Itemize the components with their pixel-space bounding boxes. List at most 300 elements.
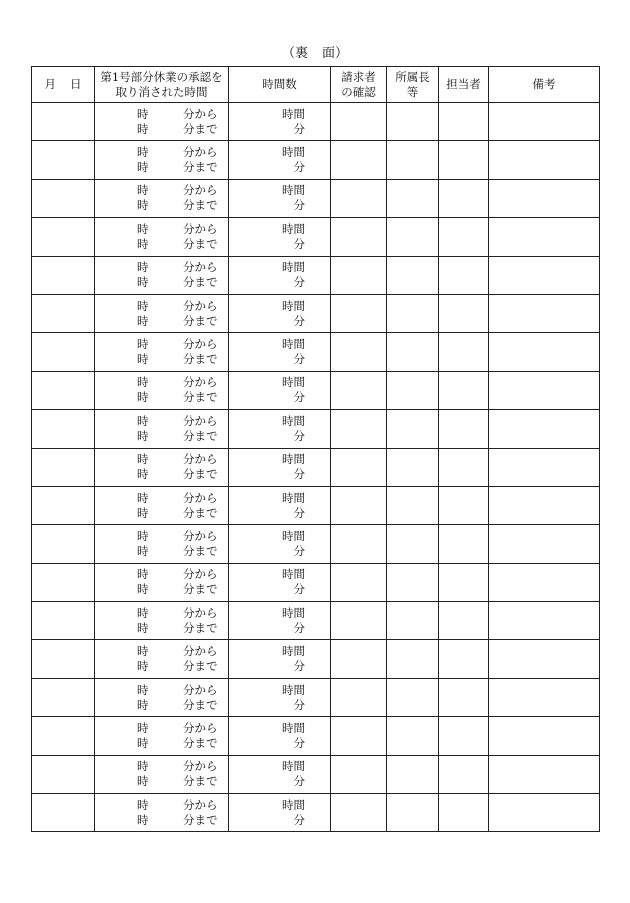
table-row: [32, 486, 600, 524]
staff-cell[interactable]: [439, 448, 489, 486]
minutes-unit-label: 分: [293, 812, 305, 827]
applicant-confirmation-cell[interactable]: [331, 448, 387, 486]
hours-cell[interactable]: [229, 717, 331, 755]
staff-cell[interactable]: [439, 410, 489, 448]
to-minute-label: 分まで: [183, 160, 218, 175]
cancelled-time-cell[interactable]: [95, 103, 229, 141]
time-to-line: [95, 390, 228, 405]
from-hour-label: 時: [137, 221, 149, 236]
from-hour-label: 時: [137, 375, 149, 390]
to-minute-label: 分まで: [183, 352, 218, 367]
staff-cell[interactable]: [439, 486, 489, 524]
hours-cell[interactable]: [229, 294, 331, 332]
header-cancelled-time-line1: 第1号部分休業の承認を: [100, 69, 223, 84]
from-hour-label: 時: [137, 528, 149, 543]
cancelled-time-cell[interactable]: [95, 717, 229, 755]
cancelled-time-cell[interactable]: [95, 525, 229, 563]
header-hours: 時間数: [229, 67, 331, 103]
date-cell[interactable]: [32, 678, 95, 716]
applicant-confirmation-cell[interactable]: [331, 525, 387, 563]
minutes-unit-label: 分: [293, 121, 305, 136]
remarks-cell[interactable]: [489, 179, 600, 217]
dept-head-cell[interactable]: [387, 448, 439, 486]
from-minute-label: 分から: [183, 145, 218, 160]
to-hour-label: 時: [137, 313, 149, 328]
date-cell[interactable]: [32, 179, 95, 217]
dept-head-cell[interactable]: [387, 678, 439, 716]
staff-cell[interactable]: [439, 755, 489, 793]
date-cell[interactable]: [32, 563, 95, 601]
applicant-confirmation-cell[interactable]: [331, 410, 387, 448]
header-dept-head-line1: 所属長: [395, 69, 430, 84]
dept-head-cell[interactable]: [387, 525, 439, 563]
minutes-unit-label: 分: [293, 659, 305, 674]
hours-unit-label: 時間: [282, 375, 305, 390]
hours-unit-label: 時間: [282, 567, 305, 582]
remarks-cell[interactable]: [489, 448, 600, 486]
remarks-cell[interactable]: [489, 563, 600, 601]
remarks-cell[interactable]: [489, 218, 600, 256]
to-minute-label: 分まで: [183, 812, 218, 827]
staff-cell[interactable]: [439, 563, 489, 601]
dept-head-cell[interactable]: [387, 141, 439, 179]
applicant-confirmation-cell[interactable]: [331, 678, 387, 716]
minutes-unit-label: 分: [293, 467, 305, 482]
time-to-line: [95, 582, 228, 597]
minutes-unit-label: 分: [293, 390, 305, 405]
time-from-line: [95, 107, 228, 122]
header-cancelled-time: [95, 67, 229, 103]
applicant-confirmation-cell[interactable]: [331, 602, 387, 640]
from-minute-label: 分から: [183, 720, 218, 735]
table-row: [32, 333, 600, 371]
header-dept-head: [387, 67, 439, 103]
hours-unit-label: 時間: [282, 145, 305, 160]
minutes-unit-label: 分: [293, 620, 305, 635]
from-minute-label: 分から: [183, 797, 218, 812]
cancelled-time-cell[interactable]: [95, 486, 229, 524]
header-row: [32, 67, 600, 103]
date-cell[interactable]: [32, 410, 95, 448]
from-minute-label: 分から: [183, 221, 218, 236]
table-row: [32, 218, 600, 256]
hours-unit-label: 時間: [282, 759, 305, 774]
applicant-confirmation-cell[interactable]: [331, 103, 387, 141]
time-to-line: [95, 659, 228, 674]
date-cell[interactable]: [32, 640, 95, 678]
remarks-cell[interactable]: [489, 678, 600, 716]
page-title-open: （裏: [281, 46, 308, 61]
minutes-unit-label: 分: [293, 543, 305, 558]
cancelled-time-cell[interactable]: [95, 179, 229, 217]
table-row: [32, 256, 600, 294]
table-row: [32, 448, 600, 486]
applicant-confirmation-cell[interactable]: [331, 141, 387, 179]
table-row: [32, 525, 600, 563]
page-title: [0, 46, 630, 62]
cancelled-time-cell[interactable]: [95, 294, 229, 332]
date-cell[interactable]: [32, 103, 95, 141]
dept-head-cell[interactable]: [387, 103, 439, 141]
to-minute-label: 分まで: [183, 774, 218, 789]
to-minute-label: 分まで: [183, 697, 218, 712]
dept-head-cell[interactable]: [387, 218, 439, 256]
hours-cell[interactable]: [229, 179, 331, 217]
time-to-line: [95, 198, 228, 213]
to-minute-label: 分まで: [183, 543, 218, 558]
hours-cell[interactable]: [229, 563, 331, 601]
time-from-line: [95, 452, 228, 467]
applicant-confirmation-cell[interactable]: [331, 794, 387, 832]
from-hour-label: 時: [137, 183, 149, 198]
table-row: [32, 717, 600, 755]
from-hour-label: 時: [137, 567, 149, 582]
dept-head-cell[interactable]: [387, 755, 439, 793]
table-row: [32, 563, 600, 601]
hours-cell[interactable]: [229, 218, 331, 256]
staff-cell[interactable]: [439, 103, 489, 141]
to-minute-label: 分まで: [183, 236, 218, 251]
time-to-line: [95, 275, 228, 290]
hours-unit-label: 時間: [282, 682, 305, 697]
time-from-line: [95, 606, 228, 621]
minutes-unit-label: 分: [293, 236, 305, 251]
table-row: [32, 371, 600, 409]
hours-cell[interactable]: [229, 448, 331, 486]
dept-head-cell[interactable]: [387, 602, 439, 640]
dept-head-cell[interactable]: [387, 333, 439, 371]
hours-unit-label: 時間: [282, 644, 305, 659]
cancelled-time-cell[interactable]: [95, 410, 229, 448]
hours-unit-label: 時間: [282, 605, 305, 620]
date-cell[interactable]: [32, 448, 95, 486]
to-minute-label: 分まで: [183, 659, 218, 674]
from-hour-label: 時: [137, 452, 149, 467]
staff-cell[interactable]: [439, 717, 489, 755]
from-minute-label: 分から: [183, 375, 218, 390]
date-cell[interactable]: [32, 486, 95, 524]
time-to-line: [95, 736, 228, 751]
time-to-line: [95, 429, 228, 444]
minutes-unit-label: 分: [293, 160, 305, 175]
table-row: [32, 294, 600, 332]
remarks-cell[interactable]: [489, 256, 600, 294]
to-minute-label: 分まで: [183, 198, 218, 213]
staff-cell[interactable]: [439, 141, 489, 179]
applicant-confirmation-cell[interactable]: [331, 486, 387, 524]
from-minute-label: 分から: [183, 260, 218, 275]
staff-cell[interactable]: [439, 678, 489, 716]
staff-cell[interactable]: [439, 333, 489, 371]
minutes-unit-label: 分: [293, 352, 305, 367]
remarks-cell[interactable]: [489, 486, 600, 524]
header-dept-head-line2: 等: [406, 84, 419, 99]
to-hour-label: 時: [137, 428, 149, 443]
hours-unit-label: 時間: [282, 221, 305, 236]
staff-cell[interactable]: [439, 640, 489, 678]
to-hour-label: 時: [137, 582, 149, 597]
minutes-unit-label: 分: [293, 275, 305, 290]
to-minute-label: 分まで: [183, 390, 218, 405]
from-hour-label: 時: [137, 682, 149, 697]
dept-head-cell[interactable]: [387, 179, 439, 217]
staff-cell[interactable]: [439, 371, 489, 409]
time-to-line: [95, 544, 228, 559]
from-hour-label: 時: [137, 337, 149, 352]
header-applicant-line2: の確認: [341, 84, 376, 99]
remarks-cell[interactable]: [489, 103, 600, 141]
hours-unit-label: 時間: [282, 797, 305, 812]
time-to-line: [95, 467, 228, 482]
header-date: [32, 67, 95, 103]
to-hour-label: 時: [137, 620, 149, 635]
time-from-line: [95, 644, 228, 659]
hours-cell[interactable]: [229, 486, 331, 524]
from-minute-label: 分から: [183, 298, 218, 313]
to-hour-label: 時: [137, 236, 149, 251]
applicant-confirmation-cell[interactable]: [331, 179, 387, 217]
to-minute-label: 分まで: [183, 505, 218, 520]
time-from-line: [95, 337, 228, 352]
hours-unit-label: 時間: [282, 106, 305, 121]
date-cell[interactable]: [32, 218, 95, 256]
staff-cell[interactable]: [439, 294, 489, 332]
time-from-line: [95, 222, 228, 237]
from-minute-label: 分から: [183, 337, 218, 352]
time-to-line: [95, 698, 228, 713]
to-minute-label: 分まで: [183, 275, 218, 290]
hours-cell[interactable]: [229, 256, 331, 294]
time-to-line: [95, 237, 228, 252]
time-from-line: [95, 183, 228, 198]
cancelled-time-cell[interactable]: [95, 755, 229, 793]
date-cell[interactable]: [32, 794, 95, 832]
dept-head-cell[interactable]: [387, 256, 439, 294]
remarks-cell[interactable]: [489, 410, 600, 448]
date-cell[interactable]: [32, 333, 95, 371]
to-minute-label: 分まで: [183, 428, 218, 443]
date-cell[interactable]: [32, 755, 95, 793]
minutes-unit-label: 分: [293, 313, 305, 328]
time-to-line: [95, 352, 228, 367]
cancelled-time-cell[interactable]: [95, 678, 229, 716]
staff-cell[interactable]: [439, 256, 489, 294]
from-minute-label: 分から: [183, 452, 218, 467]
hours-cell[interactable]: [229, 410, 331, 448]
to-hour-label: 時: [137, 160, 149, 175]
to-hour-label: 時: [137, 543, 149, 558]
date-cell[interactable]: [32, 717, 95, 755]
staff-cell[interactable]: [439, 179, 489, 217]
cancelled-time-cell[interactable]: [95, 333, 229, 371]
header-applicant-confirmation: [331, 67, 387, 103]
to-hour-label: 時: [137, 774, 149, 789]
cancelled-time-cell[interactable]: [95, 256, 229, 294]
remarks-cell[interactable]: [489, 640, 600, 678]
cancelled-time-cell[interactable]: [95, 448, 229, 486]
cancelled-time-cell[interactable]: [95, 602, 229, 640]
from-hour-label: 時: [137, 490, 149, 505]
page-title-close: 面）: [322, 46, 349, 61]
date-cell[interactable]: [32, 294, 95, 332]
remarks-cell[interactable]: [489, 717, 600, 755]
from-hour-label: 時: [137, 260, 149, 275]
table-row: [32, 602, 600, 640]
hours-cell[interactable]: [229, 640, 331, 678]
from-minute-label: 分から: [183, 605, 218, 620]
minutes-unit-label: 分: [293, 774, 305, 789]
hours-cell[interactable]: [229, 678, 331, 716]
minutes-unit-label: 分: [293, 697, 305, 712]
header-cancelled-time-line2: 取り消された時間: [115, 84, 208, 99]
time-from-line: [95, 529, 228, 544]
to-hour-label: 時: [137, 198, 149, 213]
remarks-cell[interactable]: [489, 755, 600, 793]
from-hour-label: 時: [137, 720, 149, 735]
time-to-line: [95, 621, 228, 636]
to-minute-label: 分まで: [183, 313, 218, 328]
from-minute-label: 分から: [183, 528, 218, 543]
dept-head-cell[interactable]: [387, 563, 439, 601]
table-row: [32, 755, 600, 793]
to-hour-label: 時: [137, 735, 149, 750]
from-minute-label: 分から: [183, 183, 218, 198]
dept-head-cell[interactable]: [387, 410, 439, 448]
hours-cell[interactable]: [229, 141, 331, 179]
header-applicant-line1: 請求者: [341, 69, 376, 84]
cancelled-time-cell[interactable]: [95, 640, 229, 678]
applicant-confirmation-cell[interactable]: [331, 218, 387, 256]
from-minute-label: 分から: [183, 759, 218, 774]
cancelled-time-cell[interactable]: [95, 563, 229, 601]
header-staff: 担当者: [439, 67, 489, 103]
time-to-line: [95, 774, 228, 789]
hours-cell[interactable]: [229, 602, 331, 640]
from-minute-label: 分から: [183, 567, 218, 582]
header-day: 日: [70, 77, 82, 91]
date-cell[interactable]: [32, 256, 95, 294]
cancellation-record-table: [31, 66, 600, 832]
applicant-confirmation-cell[interactable]: [331, 717, 387, 755]
table-row: [32, 678, 600, 716]
table-body: [32, 103, 600, 832]
cancelled-time-cell[interactable]: [95, 218, 229, 256]
to-hour-label: 時: [137, 812, 149, 827]
to-minute-label: 分まで: [183, 582, 218, 597]
dept-head-cell[interactable]: [387, 486, 439, 524]
minutes-unit-label: 分: [293, 582, 305, 597]
staff-cell[interactable]: [439, 218, 489, 256]
applicant-confirmation-cell[interactable]: [331, 371, 387, 409]
applicant-confirmation-cell[interactable]: [331, 755, 387, 793]
hours-unit-label: 時間: [282, 260, 305, 275]
to-hour-label: 時: [137, 505, 149, 520]
applicant-confirmation-cell[interactable]: [331, 563, 387, 601]
from-minute-label: 分から: [183, 682, 218, 697]
remarks-cell[interactable]: [489, 333, 600, 371]
date-cell[interactable]: [32, 371, 95, 409]
applicant-confirmation-cell[interactable]: [331, 640, 387, 678]
minutes-unit-label: 分: [293, 428, 305, 443]
remarks-cell[interactable]: [489, 602, 600, 640]
to-minute-label: 分まで: [183, 467, 218, 482]
table-row: [32, 141, 600, 179]
to-hour-label: 時: [137, 659, 149, 674]
applicant-confirmation-cell[interactable]: [331, 256, 387, 294]
from-hour-label: 時: [137, 644, 149, 659]
hours-cell[interactable]: [229, 371, 331, 409]
table-row: [32, 179, 600, 217]
time-from-line: [95, 414, 228, 429]
time-to-line: [95, 122, 228, 137]
applicant-confirmation-cell[interactable]: [331, 294, 387, 332]
remarks-cell[interactable]: [489, 371, 600, 409]
to-hour-label: 時: [137, 467, 149, 482]
time-to-line: [95, 813, 228, 828]
time-from-line: [95, 260, 228, 275]
hours-cell[interactable]: [229, 103, 331, 141]
hours-unit-label: 時間: [282, 183, 305, 198]
hours-unit-label: 時間: [282, 528, 305, 543]
time-to-line: [95, 160, 228, 175]
time-to-line: [95, 506, 228, 521]
from-minute-label: 分から: [183, 106, 218, 121]
time-from-line: [95, 299, 228, 314]
hours-cell[interactable]: [229, 333, 331, 371]
time-from-line: [95, 798, 228, 813]
to-minute-label: 分まで: [183, 620, 218, 635]
dept-head-cell[interactable]: [387, 294, 439, 332]
time-from-line: [95, 567, 228, 582]
table-row: [32, 794, 600, 832]
staff-cell[interactable]: [439, 602, 489, 640]
cancelled-time-cell[interactable]: [95, 371, 229, 409]
from-hour-label: 時: [137, 759, 149, 774]
header-remarks: 備考: [489, 67, 600, 103]
hours-unit-label: 時間: [282, 452, 305, 467]
hours-cell[interactable]: [229, 525, 331, 563]
staff-cell[interactable]: [439, 525, 489, 563]
dept-head-cell[interactable]: [387, 794, 439, 832]
header-month: 月: [44, 77, 56, 91]
hours-unit-label: 時間: [282, 337, 305, 352]
cancelled-time-cell[interactable]: [95, 794, 229, 832]
to-minute-label: 分まで: [183, 735, 218, 750]
hours-cell[interactable]: [229, 794, 331, 832]
dept-head-cell[interactable]: [387, 717, 439, 755]
from-minute-label: 分から: [183, 413, 218, 428]
dept-head-cell[interactable]: [387, 371, 439, 409]
dept-head-cell[interactable]: [387, 640, 439, 678]
to-hour-label: 時: [137, 121, 149, 136]
hours-unit-label: 時間: [282, 298, 305, 313]
remarks-cell[interactable]: [489, 794, 600, 832]
date-cell[interactable]: [32, 141, 95, 179]
cancelled-time-cell[interactable]: [95, 141, 229, 179]
applicant-confirmation-cell[interactable]: [331, 333, 387, 371]
date-cell[interactable]: [32, 525, 95, 563]
time-from-line: [95, 491, 228, 506]
remarks-cell[interactable]: [489, 141, 600, 179]
remarks-cell[interactable]: [489, 525, 600, 563]
date-cell[interactable]: [32, 602, 95, 640]
time-from-line: [95, 683, 228, 698]
staff-cell[interactable]: [439, 794, 489, 832]
table-row: [32, 410, 600, 448]
remarks-cell[interactable]: [489, 294, 600, 332]
to-hour-label: 時: [137, 275, 149, 290]
hours-cell[interactable]: [229, 755, 331, 793]
